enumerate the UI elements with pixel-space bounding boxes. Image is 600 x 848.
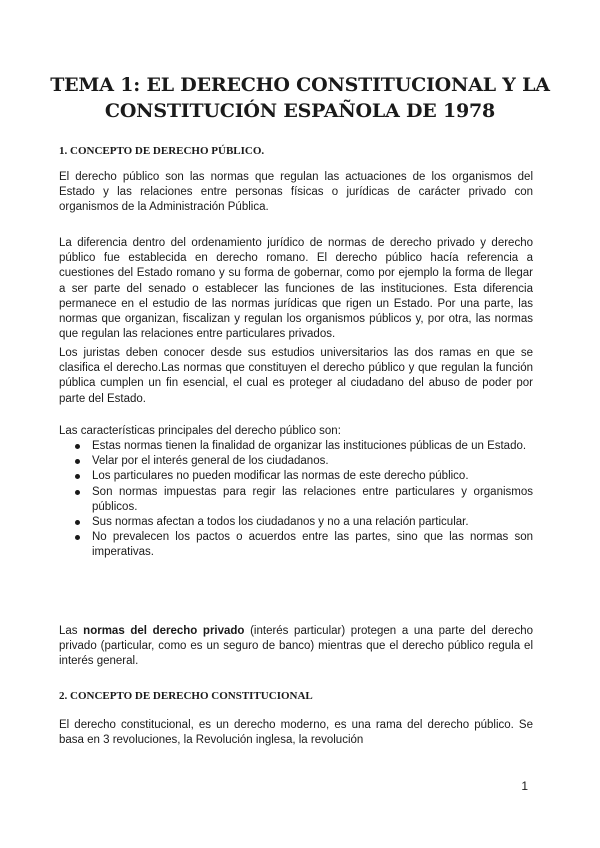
bold-term: normas del derecho privado bbox=[83, 625, 245, 637]
section-2-paragraph-1: El derecho constitucional, es un derecho moderno, es una rama del derecho público. Se basa en 3 revoluciones, la Revolución inglesa, la revolución bbox=[59, 719, 533, 747]
list-item: Velar por el interés general de los ciudadanos. bbox=[59, 454, 533, 469]
list-item: Son normas impuestas para regir las relaciones entre particulares y organismos públicos. bbox=[59, 485, 533, 515]
page-number: 1 bbox=[521, 779, 528, 793]
section-1-heading: 1. CONCEPTO DE DERECHO PÚBLICO. bbox=[59, 145, 265, 157]
document-title bbox=[40, 72, 560, 124]
section-1-paragraph-5: Las normas del derecho privado (interés particular) protegen a una parte del derecho privado (particular, como es un seguro de banco) mientras que el derecho público regula el interés general. bbox=[59, 625, 533, 668]
bullet-icon bbox=[75, 474, 80, 479]
list-item: Sus normas afectan a todos los ciudadanos y no a una relación particular. bbox=[59, 515, 533, 530]
section-1-paragraph-1: El derecho público son las normas que regulan las actuaciones de los organismos del Estado y las relaciones entre personas físicas o jurídicas de carácter privado con organismos de la Administración Pública. bbox=[59, 171, 533, 214]
section-1-paragraph-3: Los juristas deben conocer desde sus estudios universitarios las dos ramas en que se clasifica el derecho.Las normas que constituyen el derecho público y que regulan la función pública cumplen un fin esencial, el cual es proteger al ciudadano del abuso de poder por parte del Estado. bbox=[59, 347, 533, 405]
bullet-icon bbox=[75, 520, 80, 525]
bullet-icon bbox=[75, 490, 80, 495]
list-item: No prevalecen los pactos o acuerdos entre las partes, sino que las normas son imperativas. bbox=[59, 530, 533, 560]
characteristics-list bbox=[59, 439, 533, 561]
characteristics-intro: Las características principales del derecho público son: bbox=[59, 425, 341, 437]
section-1-paragraph-2: La diferencia dentro del ordenamiento jurídico de normas de derecho privado y derecho público fue establecida en derecho romano. El derecho público hacía referencia a cuestiones del Estado romano y su forma de gobernar, como por ejemplo la forma de llegar a ser parte del senado o establecer las funciones de las instituciones. Esta diferencia permanece en el estudio de las normas jurídicas que rigen un Estado. Por una parte, las normas que organizan, fiscalizan y regulan los organismos públicos y, por otra, las normas que regulan las relaciones entre particulares privados. bbox=[59, 237, 533, 341]
title-line-2: CONSTITUCIÓN ESPAÑOLA DE 1978 bbox=[104, 100, 496, 122]
bullet-icon bbox=[75, 444, 80, 449]
list-item: Estas normas tienen la finalidad de organizar las instituciones públicas de un Estado. bbox=[59, 439, 533, 454]
bullet-icon bbox=[75, 459, 80, 464]
section-2-heading: 2. CONCEPTO DE DERECHO CONSTITUCIONAL bbox=[59, 690, 313, 702]
list-item: Los particulares no pueden modificar las normas de este derecho público. bbox=[59, 469, 533, 484]
title-line-1: TEMA 1: EL DERECHO CONSTITUCIONAL Y LA bbox=[50, 74, 550, 96]
bullet-icon bbox=[75, 535, 80, 540]
